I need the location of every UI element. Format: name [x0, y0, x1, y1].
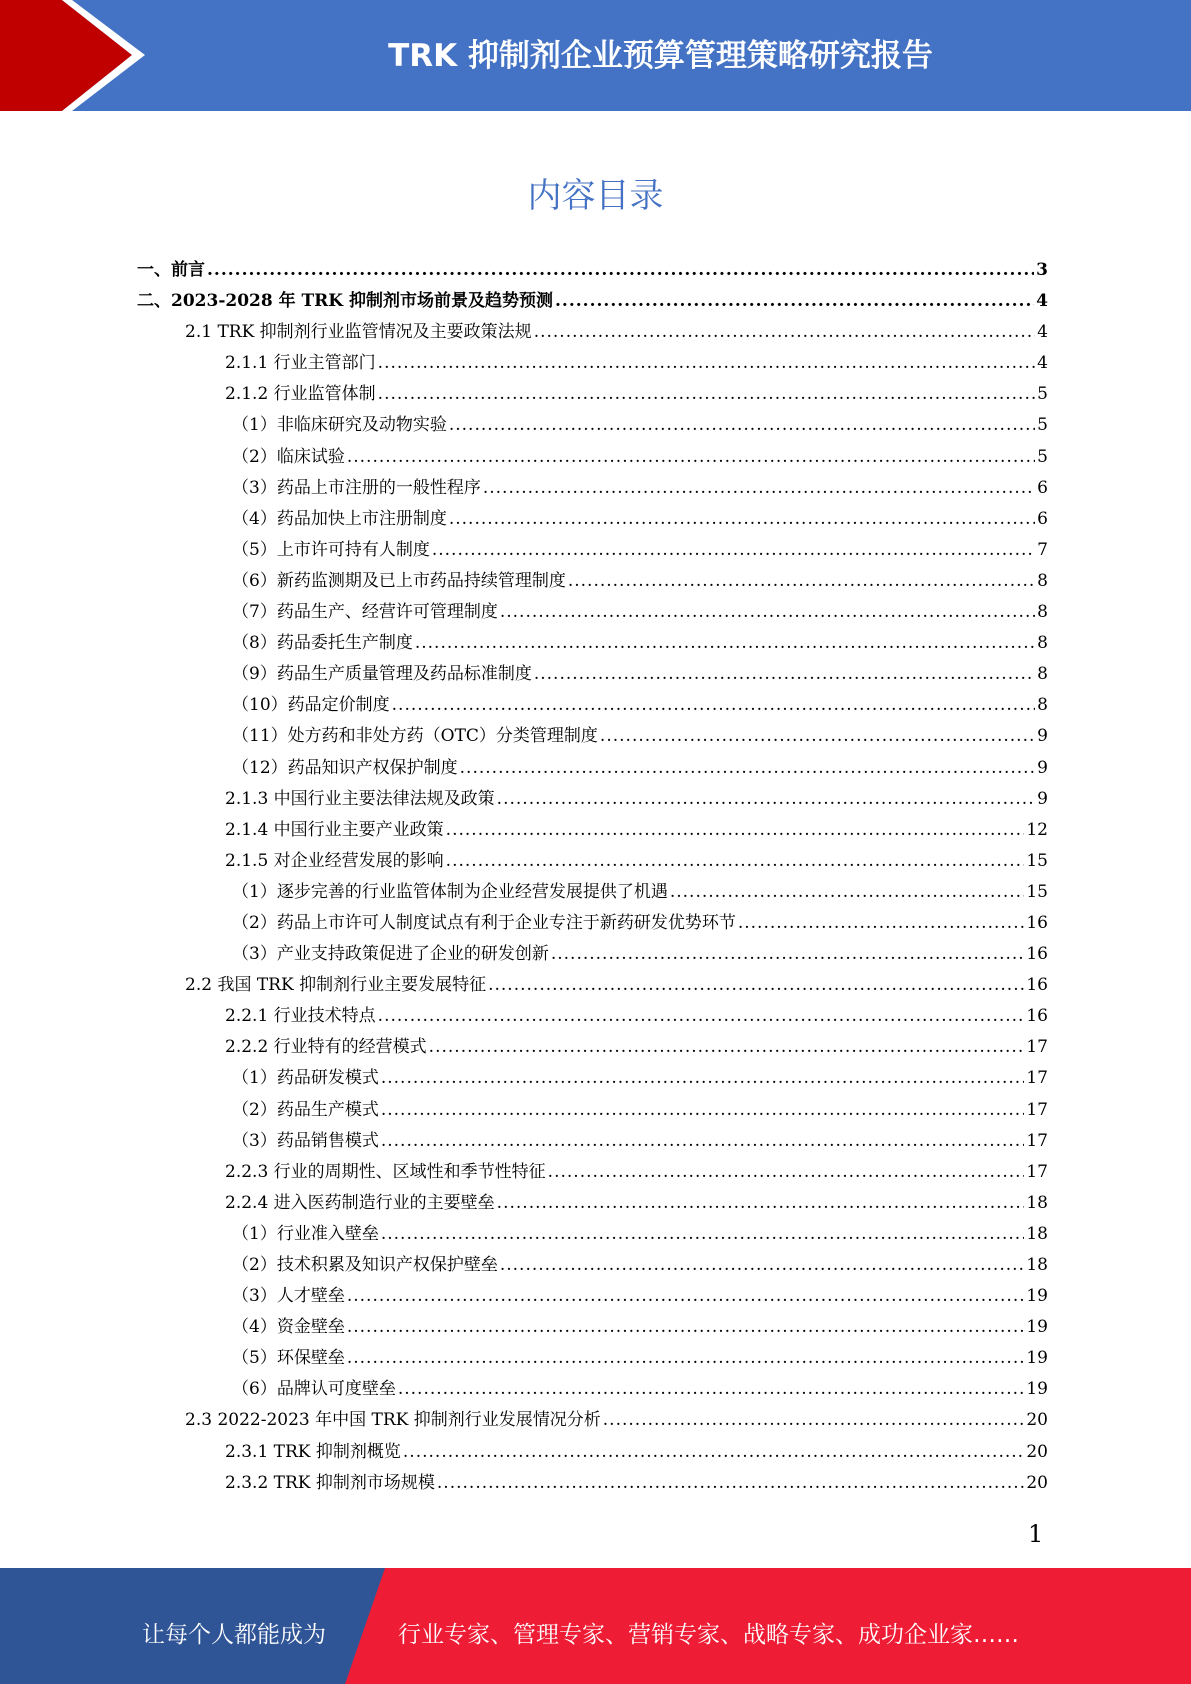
toc-entry[interactable]: [137, 659, 1048, 690]
dot-leader: [429, 1037, 1025, 1057]
toc-entry-page: 18: [1026, 1192, 1048, 1213]
toc-entry[interactable]: [137, 535, 1048, 566]
toc-entry[interactable]: [137, 753, 1048, 784]
toc-entry[interactable]: [137, 721, 1048, 752]
toc-entry[interactable]: [137, 815, 1048, 846]
dot-leader: [415, 633, 1035, 653]
toc-entry-text: （2）药品上市许可人制度试点有利于企业专注于新药研发优势环节: [232, 912, 736, 933]
toc-entry-text: （7）药品生产、经营许可管理制度: [232, 602, 498, 623]
dot-leader: [446, 820, 1025, 840]
toc-entry-page: 16: [1026, 912, 1048, 933]
dot-leader: [500, 602, 1035, 622]
toc-entry-page: 16: [1026, 1006, 1048, 1027]
toc-entry[interactable]: [137, 410, 1048, 441]
dot-leader: [378, 1006, 1025, 1026]
dot-leader: [449, 415, 1035, 435]
toc-entry-page: 15: [1026, 881, 1048, 902]
dot-leader: [534, 322, 1035, 342]
dot-leader: [347, 1286, 1025, 1306]
toc-entry-page: 12: [1026, 819, 1048, 840]
dot-leader: [381, 1131, 1025, 1151]
dot-leader: [551, 944, 1025, 964]
toc-entry-text: 2.1 TRK 抑制剂行业监管情况及主要政策法规: [185, 322, 532, 343]
toc-entry-text: （1）非临床研究及动物实验: [232, 415, 447, 436]
toc-entry-page: 20: [1026, 1472, 1048, 1493]
toc-entry-page: 19: [1026, 1348, 1048, 1369]
toc-entry-text: 一、前言: [137, 260, 205, 280]
dot-leader: [437, 1473, 1024, 1493]
toc-entry-page: 17: [1026, 1130, 1048, 1151]
toc-entry[interactable]: [137, 1157, 1048, 1188]
toc-heading: 内容目录: [527, 176, 664, 216]
toc-entry[interactable]: [137, 784, 1048, 815]
table-of-contents: [137, 255, 1048, 1499]
toc-entry-page: 4: [1037, 353, 1048, 374]
toc-entry-page: 17: [1026, 1161, 1048, 1182]
dot-leader: [460, 758, 1036, 778]
toc-entry[interactable]: [137, 597, 1048, 628]
toc-entry-text: （2）临床试验: [232, 446, 345, 467]
toc-entry[interactable]: [137, 504, 1048, 535]
dot-leader: [603, 1410, 1025, 1430]
dot-leader: [488, 975, 1024, 995]
toc-entry-text: （11）处方药和非处方药（OTC）分类管理制度: [232, 726, 598, 747]
toc-entry[interactable]: [137, 1468, 1048, 1499]
toc-entry-text: 2.3 2022-2023 年中国 TRK 抑制剂行业发展情况分析: [185, 1410, 601, 1431]
toc-entry-page: 6: [1037, 508, 1048, 529]
toc-entry[interactable]: [137, 939, 1048, 970]
toc-entry-page: 4: [1037, 322, 1048, 343]
toc-entry-page: 8: [1037, 695, 1048, 716]
toc-entry-text: 2.3.2 TRK 抑制剂市场规模: [225, 1472, 435, 1493]
toc-entry-text: （3）药品上市注册的一般性程序: [232, 477, 481, 498]
dot-leader: [500, 1255, 1025, 1275]
toc-entry-page: 5: [1037, 446, 1048, 467]
dot-leader: [347, 1317, 1025, 1337]
toc-entry-text: （3）产业支持政策促进了企业的研发创新: [232, 944, 549, 965]
toc-entry-page: 19: [1026, 1317, 1048, 1338]
toc-entry-text: 2.2.1 行业技术特点: [225, 1006, 376, 1027]
toc-entry[interactable]: [137, 1188, 1048, 1219]
footer-slogan-left: 让每个人都能成为: [142, 1622, 326, 1648]
dot-leader: [497, 1193, 1025, 1213]
toc-entry-text: （1）逐步完善的行业监管体制为企业经营发展提供了机遇: [232, 881, 668, 902]
footer-slogan-right: 行业专家、管理专家、营销专家、战略专家、成功企业家……: [398, 1622, 1019, 1648]
toc-entry-text: 2.1.2 行业监管体制: [225, 384, 376, 405]
toc-entry-text: （5）上市许可持有人制度: [232, 539, 430, 560]
dot-leader: [392, 695, 1036, 715]
toc-entry[interactable]: [137, 317, 1048, 348]
toc-entry[interactable]: [137, 255, 1048, 286]
toc-entry-page: 19: [1026, 1379, 1048, 1400]
toc-entry-text: 2.2.3 行业的周期性、区域性和季节性特征: [225, 1161, 546, 1182]
toc-entry-page: 3: [1036, 260, 1048, 280]
toc-entry-page: 17: [1026, 1099, 1048, 1120]
toc-entry[interactable]: [137, 690, 1048, 721]
toc-entry-page: 8: [1037, 602, 1048, 623]
toc-entry-page: 7: [1037, 539, 1048, 560]
toc-entry-text: 2.1.1 行业主管部门: [225, 353, 376, 374]
footer-banner: [0, 1568, 1191, 1684]
dot-leader: [403, 1442, 1024, 1462]
dot-leader: [378, 384, 1036, 404]
toc-entry[interactable]: [137, 473, 1048, 504]
toc-entry-text: 2.3.1 TRK 抑制剂概览: [225, 1441, 401, 1462]
toc-entry[interactable]: [137, 1312, 1048, 1343]
toc-entry[interactable]: [137, 1063, 1048, 1094]
toc-entry-page: 5: [1037, 415, 1048, 436]
toc-entry[interactable]: [137, 1219, 1048, 1250]
dot-leader: [534, 664, 1035, 684]
toc-entry[interactable]: [137, 1437, 1048, 1468]
toc-entry-page: 9: [1037, 757, 1048, 778]
dot-leader: [381, 1224, 1025, 1244]
toc-entry-text: 2.2 我国 TRK 抑制剂行业主要发展特征: [185, 975, 487, 996]
toc-entry[interactable]: [137, 1374, 1048, 1405]
toc-entry-text: （5）环保壁垒: [232, 1348, 345, 1369]
toc-entry-page: 5: [1037, 384, 1048, 405]
toc-entry-text: （2）技术积累及知识产权保护壁垒: [232, 1255, 498, 1275]
toc-entry[interactable]: [137, 1281, 1048, 1312]
toc-entry-page: 8: [1037, 570, 1048, 591]
toc-entry-page: 9: [1037, 726, 1048, 747]
toc-entry-text: 2.2.4 进入医药制造行业的主要壁垒: [225, 1192, 495, 1213]
dot-leader: [497, 789, 1036, 809]
dot-leader: [670, 882, 1025, 902]
toc-entry-text: （2）药品生产模式: [232, 1099, 379, 1120]
toc-entry-text: 2.1.4 中国行业主要产业政策: [225, 819, 444, 840]
toc-entry[interactable]: [137, 877, 1048, 908]
toc-entry-page: 16: [1026, 944, 1048, 965]
dot-leader: [398, 1379, 1025, 1399]
toc-entry-page: 20: [1026, 1410, 1048, 1431]
toc-entry-page: 20: [1026, 1441, 1048, 1462]
toc-entry[interactable]: [137, 1126, 1048, 1157]
dot-leader: [548, 1162, 1025, 1182]
dot-leader: [568, 571, 1035, 591]
toc-entry-page: 17: [1026, 1068, 1048, 1089]
toc-entry-text: （3）人才壁垒: [232, 1286, 345, 1307]
toc-entry-text: （1）行业准入壁垒: [232, 1223, 379, 1244]
toc-entry[interactable]: [137, 348, 1048, 379]
toc-entry-text: （4）资金壁垒: [232, 1317, 345, 1338]
toc-entry-page: 17: [1026, 1037, 1048, 1058]
toc-entry-page: 8: [1037, 633, 1048, 654]
toc-entry-text: （12）药品知识产权保护制度: [232, 757, 458, 778]
dot-leader: [449, 509, 1035, 529]
toc-entry-text: （8）药品委托生产制度: [232, 633, 413, 654]
toc-entry-text: （1）药品研发模式: [232, 1068, 379, 1089]
toc-entry-page: 8: [1037, 664, 1048, 685]
dot-leader: [378, 353, 1036, 373]
report-title: TRK 抑制剂企业预算管理策略研究报告: [388, 38, 933, 74]
toc-entry[interactable]: [137, 1095, 1048, 1126]
toc-entry[interactable]: [137, 1001, 1048, 1032]
page-number: 1: [1028, 1520, 1044, 1548]
toc-entry[interactable]: [137, 1032, 1048, 1063]
toc-entry-text: 二、2023-2028 年 TRK 抑制剂市场前景及趋势预测: [137, 291, 553, 312]
dot-leader: [555, 291, 1034, 311]
toc-entry-text: （6）新药监测期及已上市药品持续管理制度: [232, 570, 566, 591]
toc-entry-text: 2.1.5 对企业经营发展的影响: [225, 850, 444, 871]
toc-entry-page: 4: [1036, 291, 1048, 312]
toc-entry-page: 19: [1026, 1286, 1048, 1307]
toc-entry[interactable]: [137, 1405, 1048, 1436]
dot-leader: [381, 1068, 1025, 1088]
toc-entry[interactable]: [137, 970, 1048, 1001]
toc-entry[interactable]: [137, 379, 1048, 410]
toc-entry-page: 18: [1026, 1223, 1048, 1244]
toc-entry[interactable]: [137, 628, 1048, 659]
toc-entry-page: 15: [1026, 850, 1048, 871]
toc-entry-text: （3）药品销售模式: [232, 1130, 379, 1151]
toc-entry[interactable]: [137, 286, 1048, 317]
dot-leader: [483, 478, 1035, 498]
toc-entry-page: 18: [1026, 1255, 1048, 1275]
dot-leader: [738, 913, 1025, 933]
toc-entry-text: （4）药品加快上市注册制度: [232, 508, 447, 529]
toc-entry-page: 16: [1026, 975, 1048, 996]
dot-leader: [446, 851, 1025, 871]
toc-entry[interactable]: [137, 566, 1048, 597]
toc-entry-text: 2.2.2 行业特有的经营模式: [225, 1037, 427, 1058]
toc-entry-text: （10）药品定价制度: [232, 695, 390, 716]
toc-entry[interactable]: [137, 442, 1048, 473]
dot-leader: [347, 447, 1035, 467]
dot-leader: [381, 1100, 1025, 1120]
dot-leader: [207, 260, 1034, 280]
toc-entry-text: （9）药品生产质量管理及药品标准制度: [232, 664, 532, 685]
header-banner: [0, 0, 1191, 111]
dot-leader: [600, 726, 1035, 746]
toc-entry-page: 6: [1037, 477, 1048, 498]
toc-entry[interactable]: [137, 908, 1048, 939]
toc-entry-page: 9: [1037, 788, 1048, 809]
toc-entry[interactable]: [137, 846, 1048, 877]
dot-leader: [347, 1348, 1025, 1368]
dot-leader: [432, 540, 1035, 560]
toc-entry[interactable]: [137, 1343, 1048, 1374]
toc-entry-text: 2.1.3 中国行业主要法律法规及政策: [225, 788, 495, 809]
toc-entry-text: （6）品牌认可度壁垒: [232, 1379, 396, 1400]
toc-entry[interactable]: [137, 1250, 1048, 1281]
